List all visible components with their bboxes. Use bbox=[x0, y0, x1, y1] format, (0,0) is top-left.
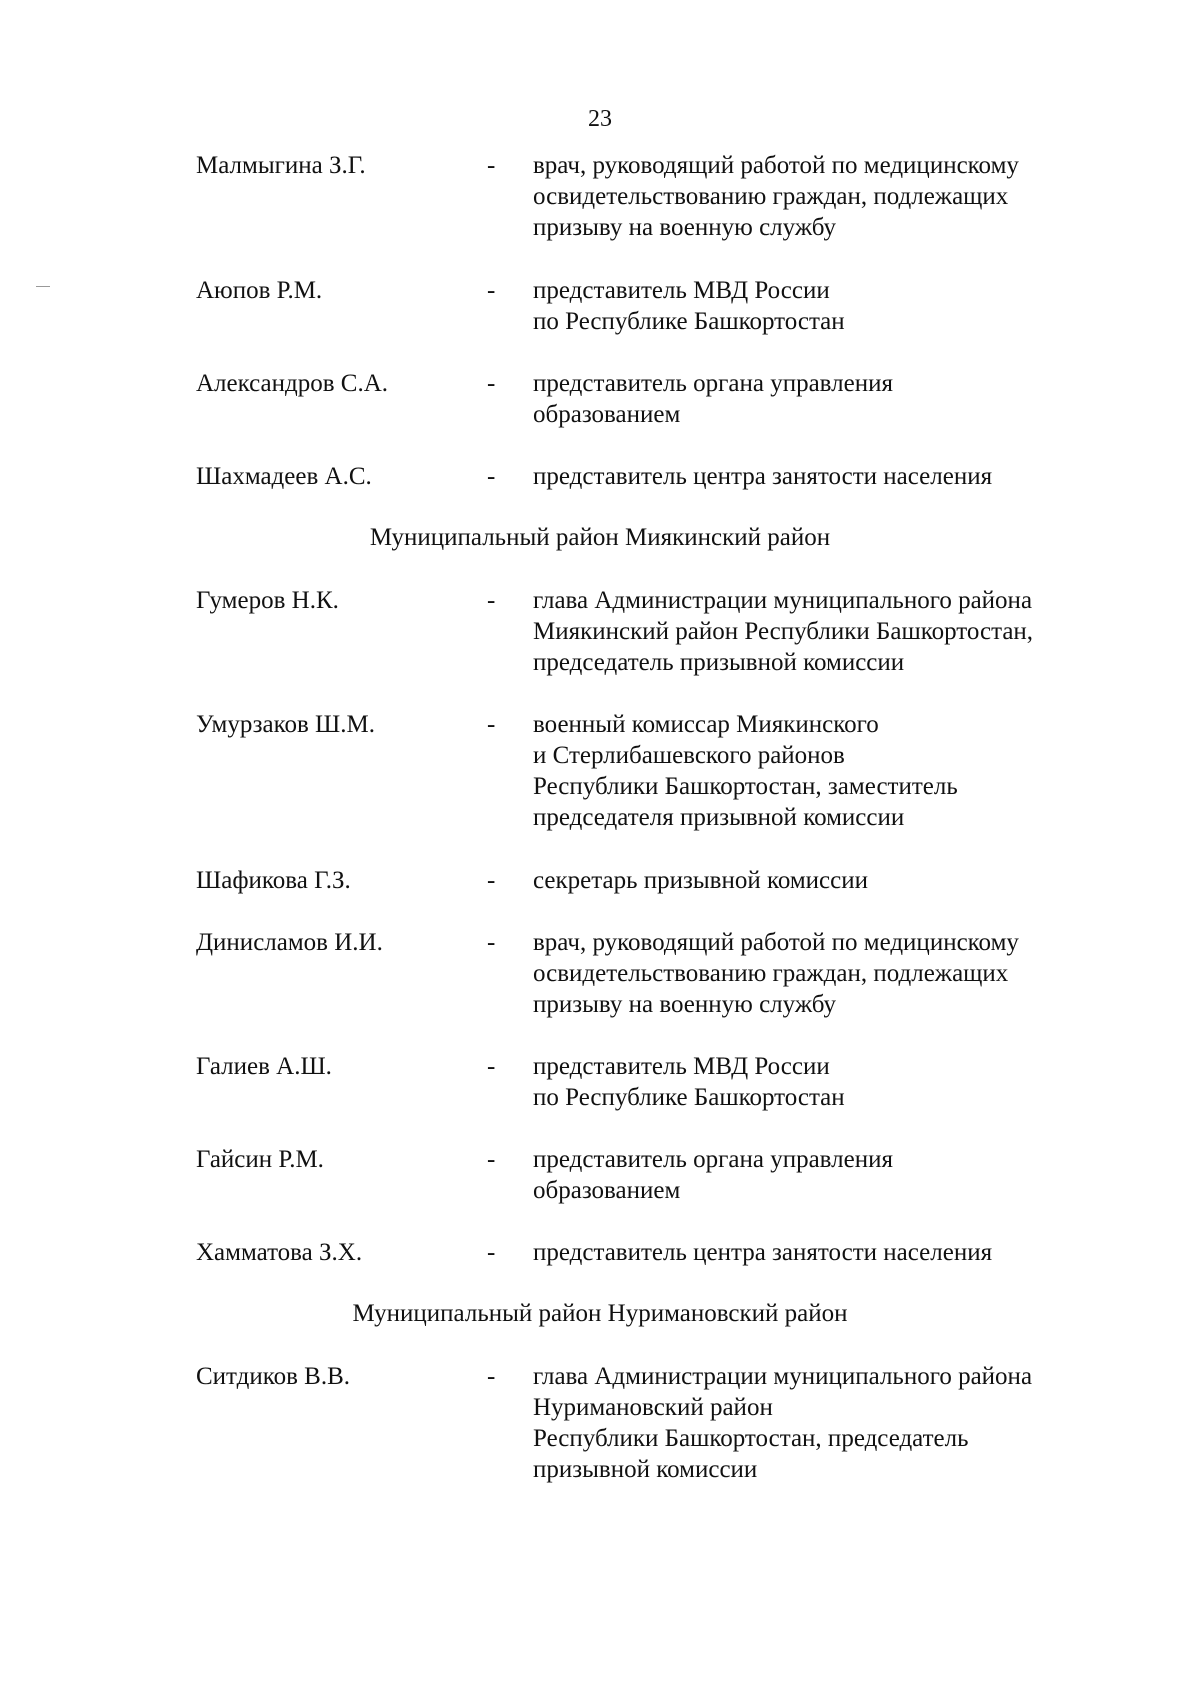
member-dash: - bbox=[487, 929, 496, 956]
member-dash: - bbox=[487, 1053, 496, 1080]
member-dash: - bbox=[487, 152, 496, 179]
member-role: глава Администрации муниципального района Миякинский район Республики Башкортостан, председатель призывной комиссии bbox=[533, 587, 1034, 676]
section-heading: Муниципальный район Нуримановский район bbox=[352, 1300, 848, 1327]
member-dash: - bbox=[487, 711, 496, 738]
member-name: Умурзаков Ш.М. bbox=[196, 711, 375, 738]
member-role: врач, руководящий работой по медицинскому освидетельствованию граждан, подлежащих призыву на военную службу bbox=[533, 929, 1019, 1018]
member-role: секретарь призывной комиссии bbox=[533, 867, 869, 894]
member-role: представитель МВД России по Республике Башкортостан bbox=[533, 1053, 845, 1111]
member-dash: - bbox=[487, 1146, 496, 1173]
member-role: представитель центра занятости населения bbox=[533, 1239, 993, 1266]
member-dash: - bbox=[487, 1363, 496, 1390]
section-heading: Муниципальный район Миякинский район bbox=[369, 524, 831, 551]
member-dash: - bbox=[487, 277, 496, 304]
member-dash: - bbox=[487, 867, 496, 894]
member-dash: - bbox=[487, 587, 496, 614]
member-dash: - bbox=[487, 1239, 496, 1266]
member-name: Динисламов И.И. bbox=[196, 929, 383, 956]
member-role: военный комиссар Миякинского и Стерлибашевского районов Республики Башкортостан, заместитель председателя призывной комиссии bbox=[533, 711, 958, 831]
member-name: Шахмадеев А.С. bbox=[196, 463, 372, 490]
member-name: Ситдиков В.В. bbox=[196, 1363, 351, 1390]
member-role: врач, руководящий работой по медицинскому освидетельствованию граждан, подлежащих призыву на военную службу bbox=[533, 152, 1019, 241]
member-name: Галиев А.Ш. bbox=[196, 1053, 332, 1080]
member-name: Аюпов Р.М. bbox=[196, 277, 323, 304]
member-role: представитель органа управления образованием bbox=[533, 370, 893, 428]
member-name: Александров С.А. bbox=[196, 370, 389, 397]
page-number: 23 bbox=[588, 106, 612, 132]
member-name: Гайсин Р.М. bbox=[196, 1146, 324, 1173]
member-name: Гумеров Н.К. bbox=[196, 587, 339, 614]
member-role: представитель МВД России по Республике Башкортостан bbox=[533, 277, 845, 335]
member-name: Малмыгина З.Г. bbox=[196, 152, 366, 179]
member-dash: - bbox=[487, 370, 496, 397]
member-name: Хамматова З.Х. bbox=[196, 1239, 363, 1266]
member-dash: - bbox=[487, 463, 496, 490]
member-role: представитель органа управления образованием bbox=[533, 1146, 893, 1204]
member-role: представитель центра занятости населения bbox=[533, 463, 993, 490]
margin-mark bbox=[36, 286, 50, 287]
member-role: глава Администрации муниципального района Нуримановский район Республики Башкортостан, председатель призывной комиссии bbox=[533, 1363, 1033, 1483]
member-name: Шафикова Г.З. bbox=[196, 867, 351, 894]
